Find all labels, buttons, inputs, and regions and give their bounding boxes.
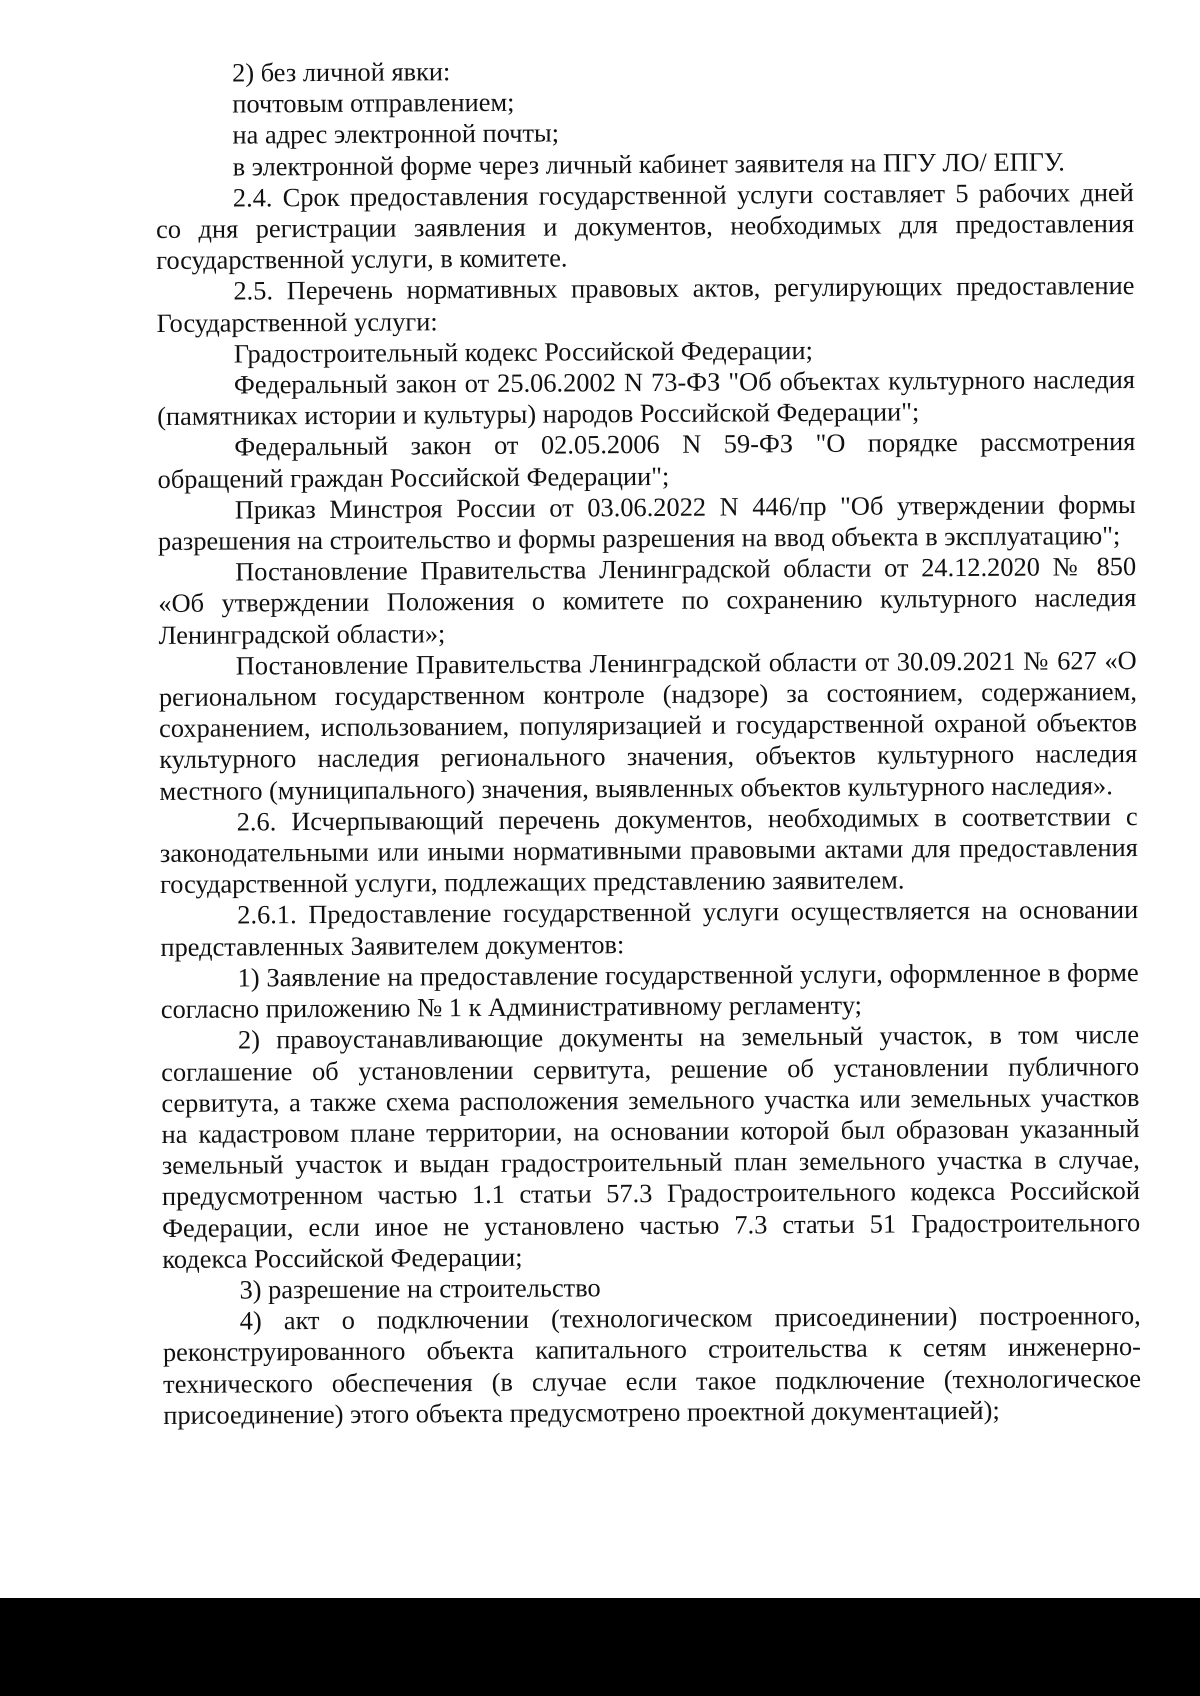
paragraph-item-no-visit: 2) без личной явки: xyxy=(231,56,451,88)
document-body xyxy=(155,52,1141,1431)
paragraph-doc-4: 4) акт о подключении (технологическом присоединении) построенного, реконструированного объекта капитального строительства к сетям инженерно-технического обеспечения (в случае если такое подключение (технологическое присоединение) этого объекта предусмотрено проектной документацией); xyxy=(162,1300,1142,1430)
paragraph-2-4: 2.4. Срок предоставления государственной услуги составляет 5 рабочих дней со дня регистрации заявления и документов, необходимых для предоставления государственной услуги, в комитете. xyxy=(155,176,1135,276)
paragraph-law-73fz: Федеральный закон от 25.06.2002 N 73-ФЗ "Об объектах культурного наследия (памятниках истории и культуры) народов Российской Федерации"; xyxy=(157,364,1136,432)
paragraph-item-email: на адрес электронной почты; xyxy=(232,117,560,150)
paragraph-resolution-850: Постановление Правительства Ленинградской области от 24.12.2020 № 850 «Об утверждении Положения о комитете по сохранению культурного наследия Ленинградской области»; xyxy=(158,551,1137,650)
paragraph-doc-1: 1) Заявление на предоставление государственной услуги, оформленное в форме согласно приложению № 1 к Административному регламенту; xyxy=(160,956,1139,1025)
paragraph-order-446: Приказ Минстроя России от 03.06.2022 N 446/пр "Об утверждении формы разрешения на строительство и формы разрешения на ввод объекта в эксплуатацию"; xyxy=(157,488,1136,557)
paragraph-doc-2: 2) правоустанавливающие документы на земельный участок, в том числе соглашение об установлении сервитута, решение об установлении публичного сервитута, а также схема расположения земельного участка или земельных участков на кадастровом плане территории, на основании которой был образован указанный земельный участок и выдан градостроительный план земельного участка в случае, предусмотренном частью 1.1 статьи 57.3 Градостроительного кодекса Российской Федерации, если иное не установлено частью 7.3 статьи 51 Градостроительного кодекса Российской Федерации; xyxy=(161,1019,1141,1274)
paragraph-doc-3: 3) разрешение на строительство xyxy=(239,1272,601,1305)
scan-bottom-border xyxy=(0,1598,1200,1696)
paragraph-2-6: 2.6. Исчерпывающий перечень документов, необходимых в соответствии с законодательными или иными нормативными правовыми актами для предоставления государственной услуги, подлежащих представлению заявителем. xyxy=(159,800,1138,900)
paragraph-law-59fz: Федеральный закон от 02.05.2006 N 59-ФЗ "О порядке рассмотрения обращений граждан Российской Федерации"; xyxy=(157,426,1136,494)
paragraph-2-6-1: 2.6.1. Предоставление государственной услуги осуществляется на основании представленных Заявителем документов: xyxy=(160,894,1139,962)
paragraph-law-gradcode: Градостроительный кодекс Российской Федерации; xyxy=(233,334,813,369)
paragraph-resolution-627: Постановление Правительства Ленинградской области от 30.09.2021 № 627 «О региональном государственном контроле (надзоре) за состоянием, содержанием, сохранением, использованием, популяризацией и государственной охраной объектов культурного наследия регионального значения, объектов культурного наследия местного (муниципального) значения, выявленных объектов культурного наследия». xyxy=(158,644,1138,806)
paragraph-2-5: 2.5. Перечень нормативных правовых актов, регулирующих предоставление Государственной услуги: xyxy=(156,270,1135,338)
paragraph-item-postal: почтовым отправлением; xyxy=(232,87,515,119)
paragraph-item-electronic: в электронной форме через личный кабинет заявителя на ПГУ ЛО/ ЕПГУ. xyxy=(232,146,1065,182)
